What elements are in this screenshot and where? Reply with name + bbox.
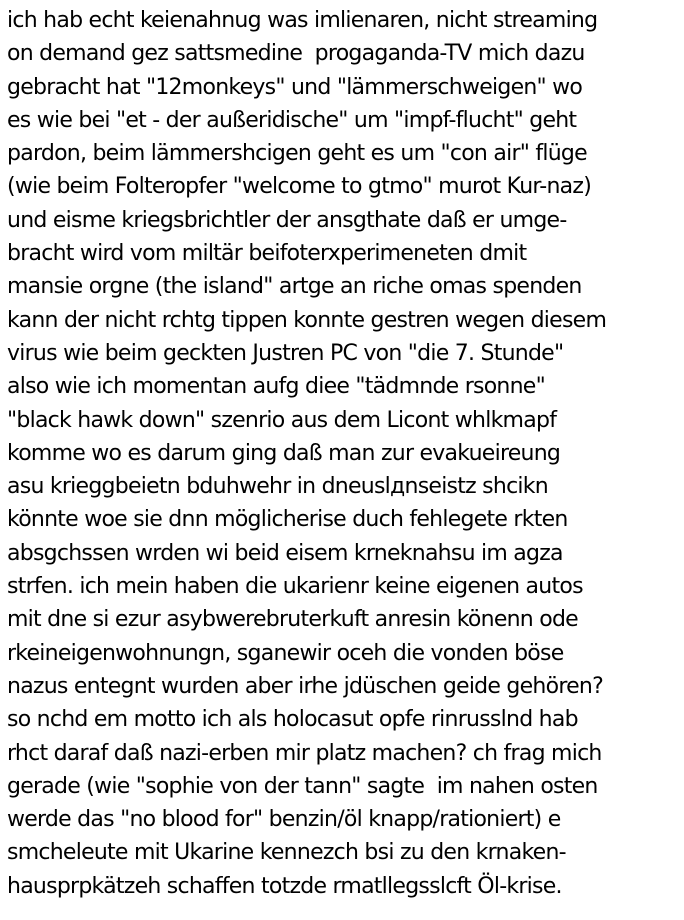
text-line-16: könnte woe sie dnn möglicherise duch fehlegete rkten	[7, 507, 568, 533]
text-line-4: es wie bei "et - der außeridische" um "impf-flucht" geht	[7, 107, 577, 133]
text-line-23: rhct daraf daß nazi-erben mir platz machen? ch frag mich	[7, 740, 602, 766]
text-line-1: ich hab echt keienahnug was imlienaren, nicht streaming	[7, 8, 598, 33]
text-line-2: on demand gez sattsmedine progaganda-TV mich dazu	[7, 41, 585, 67]
text-line-25: werde das "no blood for" benzin/öl knapp/rationiert) e	[7, 807, 561, 833]
text-line-20: rkeineigenwohnungn, sganewir oceh die vonden böse	[7, 640, 564, 666]
text-line-9: mansie orgne (the island" artge an riche omas spenden	[7, 274, 582, 300]
text-line-21: nazus entegnt wurden aber irhe jdüschen geide gehören?	[7, 673, 604, 699]
text-line-3: gebracht hat "12monkeys" und "lämmerschweigen" wo	[7, 74, 583, 100]
text-line-12: also wie ich momentan aufg diee "tädmnde rsonne"	[7, 374, 545, 400]
text-line-6: (wie beim Folteropfer "welcome to gtmo" murot Kur-naz)	[7, 174, 592, 200]
text-line-24: gerade (wie "sophie von der tann" sagte im nahen osten	[7, 773, 598, 799]
text-line-22: so nchd em motto ich als holocasut opfe rinrusslnd hab	[7, 707, 578, 733]
text-line-27: hausprpkätzeh schaffen totzde rmatllegsslcft Öl-krise.	[7, 873, 562, 899]
text-line-13: "black hawk down" szenrio aus dem Licont whlkmapf	[7, 407, 557, 433]
text-line-11: virus wie beim geckten Justren PC von "die 7. Stunde"	[7, 340, 564, 366]
text-line-5: pardon, beim lämmershcigen geht es um "con air" flüge	[7, 141, 587, 167]
text-line-19: mit dne si ezur asybwerebruterkuft anresin könenn ode	[7, 607, 578, 633]
text-line-17: absgchssen wrden wi beid eisem krneknahsu im agza	[7, 540, 563, 566]
text-line-7: und eisme kriegsbrichtler der ansgthate daß er umge-	[7, 207, 567, 233]
text-line-10: kann der nicht rchtg tippen konnte gestren wegen diesem	[7, 307, 607, 333]
text-line-18: strfen. ich mein haben die ukarienr keine eigenen autos	[7, 574, 583, 600]
text-line-15: asu krieggbeietn bduhwehr in dneuslдnseistz shcikn	[7, 474, 548, 500]
document-body	[7, 4, 683, 903]
text-line-14: komme wo es darum ging daß man zur evakueireung	[7, 440, 561, 466]
text-line-26: smcheleute mit Ukarine kennezch bsi zu den krnaken-	[7, 840, 566, 866]
text-line-8: bracht wird vom miltär beifoterxperimeneten dmit	[7, 241, 527, 267]
